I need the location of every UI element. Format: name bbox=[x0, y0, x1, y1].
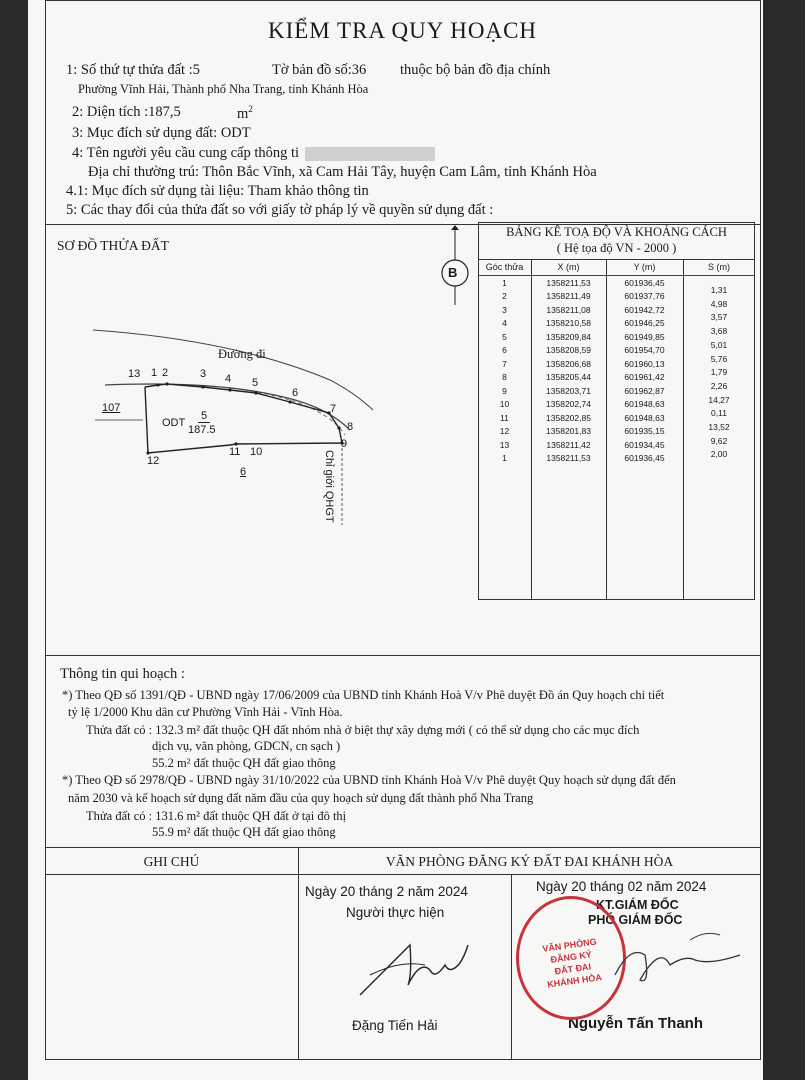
land-use-purpose: 3: Mục đích sử dụng đất: ODT bbox=[72, 125, 251, 141]
planning-text: Thửa đất có : 131.6 m² đất thuộc QH đất ở tại đô thị bbox=[86, 809, 347, 823]
table-header-row bbox=[478, 259, 755, 276]
left-role: Người thực hiện bbox=[346, 905, 445, 920]
table-cell: 601936,45 bbox=[624, 277, 665, 288]
parcel-number: 1: Số thứ tự thửa đất :5 bbox=[66, 62, 200, 78]
distance-value: 13,52 bbox=[708, 422, 730, 432]
vertex-label: 8 bbox=[347, 421, 354, 433]
distance-value: 3,57 bbox=[710, 312, 728, 323]
vertex-label: 2 bbox=[162, 367, 169, 379]
vertex-label: 10 bbox=[250, 446, 263, 458]
table-cell: 4 bbox=[502, 318, 507, 329]
vertex-label: 12 bbox=[147, 455, 160, 467]
vertex-label: 3 bbox=[200, 368, 207, 380]
cadastral-note: thuộc bộ bản đồ địa chính bbox=[400, 62, 551, 78]
document-purpose: 4.1: Mục đích sử dụng tài liệu: Tham khảo thông tin bbox=[66, 183, 369, 199]
table-cell: 1358202,74 bbox=[546, 399, 591, 410]
divider bbox=[298, 847, 299, 1060]
distance-value: 2,26 bbox=[710, 380, 728, 391]
table-cell: 1358202,85 bbox=[546, 412, 591, 423]
vertex-label: 7 bbox=[330, 403, 337, 415]
neighbor-6: 6 bbox=[240, 466, 247, 478]
distance-value: 2,00 bbox=[710, 449, 728, 460]
planning-text: dịch vụ, văn phòng, GDCN, cn sạch ) bbox=[152, 739, 341, 753]
table-cell: 1358205,44 bbox=[546, 372, 591, 383]
distance-value: 0,11 bbox=[711, 408, 727, 419]
table-cell: 7 bbox=[502, 358, 507, 369]
requester-name: 4: Tên người yêu cầu cung cấp thông ti bbox=[72, 145, 435, 162]
table-cell: 601961,42 bbox=[624, 372, 665, 383]
table-cell: 1358211,08 bbox=[546, 304, 591, 315]
vertex-label: 6 bbox=[292, 387, 299, 399]
table-cell: 1358209,84 bbox=[546, 331, 591, 342]
left-signer-name: Đặng Tiến Hải bbox=[352, 1018, 438, 1033]
right-signature-icon bbox=[600, 925, 750, 1000]
table-cell: 6 bbox=[502, 345, 507, 356]
parcel-diagram bbox=[45, 225, 475, 655]
distance-value: 5,01 bbox=[710, 339, 728, 350]
chigioi-label: Chỉ giới QHGT bbox=[323, 450, 335, 523]
redacted-name bbox=[305, 147, 435, 161]
table-cell: 601942,72 bbox=[624, 304, 665, 315]
table-cell: 1358211,53 bbox=[546, 277, 591, 288]
planning-heading: Thông tin qui hoạch : bbox=[60, 666, 185, 682]
neighbor-107: 107 bbox=[102, 402, 121, 414]
requester-address: Địa chỉ thường trú: Thôn Bắc Vĩnh, xã Cam Hải Tây, huyện Cam Lâm, tỉnh Khánh Hòa bbox=[88, 164, 597, 180]
area-line: 2: Diện tích :187,5 bbox=[72, 104, 181, 120]
table-cell: 601946,25 bbox=[624, 318, 665, 329]
distance-value: 1,79 bbox=[710, 367, 728, 378]
table-cell: 601949,85 bbox=[624, 331, 665, 342]
parcel-label: ODT bbox=[162, 417, 186, 429]
divider bbox=[511, 874, 512, 1060]
road-label: Đường đi bbox=[218, 347, 266, 361]
table-cell: 1 bbox=[502, 277, 507, 288]
table-cell: 3 bbox=[502, 304, 507, 315]
table-cell: 601948,63 bbox=[624, 399, 665, 410]
table-cell: 1358211,42 bbox=[546, 439, 591, 450]
table-cell: 8 bbox=[502, 372, 507, 383]
planning-text: 55.2 m² đất thuộc QH đất giao thông bbox=[152, 756, 336, 770]
table-cell: 11 bbox=[500, 412, 509, 423]
table-cell: 601962,87 bbox=[624, 385, 665, 396]
right-role-2: PHÓ GIÁM ĐỐC bbox=[588, 913, 683, 927]
seal-text: VĂN PHÒNG ĐĂNG KÝ ĐẤT ĐAI KHÁNH HÒA bbox=[541, 936, 603, 990]
map-sheet-number: Tờ bản đồ số:36 bbox=[272, 62, 367, 78]
distance-value: 4,98 bbox=[710, 298, 728, 309]
planning-text: *) Theo QĐ số 2978/QĐ - UBND ngày 31/10/2022 của UBND tỉnh Khánh Hoà V/v Phê duyệt Quy hoạch sử dụng đất đến bbox=[62, 773, 676, 787]
road-edge-lower bbox=[105, 384, 350, 430]
header-cell: Góc thửa bbox=[478, 259, 531, 276]
vertex-label: 1 bbox=[151, 367, 158, 379]
north-label: B bbox=[448, 265, 458, 280]
ward-address: Phường Vĩnh Hải, Thành phố Nha Trang, tỉnh Khánh Hòa bbox=[78, 82, 369, 96]
vertex-label: 5 bbox=[252, 377, 259, 389]
distance-value: 3,68 bbox=[710, 326, 728, 337]
left-date: Ngày 20 tháng 2 năm 2024 bbox=[305, 884, 468, 899]
office-heading: VĂN PHÒNG ĐĂNG KÝ ĐẤT ĐAI KHÁNH HÒA bbox=[385, 854, 674, 869]
planning-text: tỷ lệ 1/2000 Khu dân cư Phường Vĩnh Hải - Vĩnh Hòa. bbox=[68, 705, 343, 719]
table-cell: 601954,70 bbox=[624, 345, 665, 356]
table-cell: 13 bbox=[499, 439, 510, 450]
header-cell: Y (m) bbox=[606, 259, 683, 276]
table-subtitle: ( Hệ tọa độ VN - 2000 ) bbox=[556, 241, 677, 255]
right-date: Ngày 20 tháng 02 năm 2024 bbox=[536, 879, 707, 894]
table-cell: 1358210,58 bbox=[546, 318, 591, 329]
vertex-label: 9 bbox=[341, 438, 348, 450]
distance-value: 14,27 bbox=[708, 394, 730, 405]
table-cell: 9 bbox=[502, 385, 507, 396]
diagram-title: SƠ ĐỒ THỬA ĐẤT bbox=[57, 238, 169, 253]
parcel-number-label: 5 bbox=[198, 410, 210, 423]
table-cell: 601935,15 bbox=[624, 426, 665, 437]
table-cell: 601937,76 bbox=[624, 291, 665, 302]
divider bbox=[45, 847, 761, 848]
right-role-1: KT.GIÁM ĐỐC bbox=[596, 898, 679, 912]
vertex-label: 4 bbox=[225, 373, 232, 385]
planning-text: Thửa đất có : 132.3 m² đất thuộc QH đất nhóm nhà ở biệt thự xây dựng mới ( có thể sử dụng cho các mục đích bbox=[86, 723, 640, 737]
right-signer-name: Nguyễn Tấn Thanh bbox=[568, 1015, 703, 1032]
table-cell: 12 bbox=[499, 426, 510, 437]
header-cell: X (m) bbox=[531, 259, 606, 276]
table-title: BẢNG KÊ TOẠ ĐỘ VÀ KHOẢNG CÁCH bbox=[506, 225, 727, 239]
table-cell: 601934,45 bbox=[624, 439, 665, 450]
left-signature-icon bbox=[350, 925, 490, 1005]
table-cell: 5 bbox=[502, 331, 507, 342]
table-cell: 1358203,71 bbox=[546, 385, 591, 396]
header-cell: S (m) bbox=[683, 259, 755, 276]
table-cell: 601948,63 bbox=[624, 412, 665, 423]
planning-text: năm 2030 và kế hoạch sử dụng đất năm đầu của quy hoạch sử dụng đất thành phố Nha Trang bbox=[68, 791, 534, 805]
distance-value: 1,31 bbox=[710, 285, 728, 295]
planning-text: *) Theo QĐ số 1391/QĐ - UBND ngày 17/06/2009 của UBND tỉnh Khánh Hoà V/v Phê duyệt Đồ án Quy hoạch chi tiết bbox=[62, 688, 665, 702]
table-cell: 601960,13 bbox=[624, 358, 665, 369]
table-cell: 10 bbox=[499, 399, 510, 410]
planning-text: 55.9 m² đất thuộc QH đất giao thông bbox=[152, 825, 336, 839]
table-cell: 1 bbox=[502, 453, 507, 464]
divider bbox=[45, 655, 761, 656]
north-arrow-head bbox=[451, 225, 459, 230]
parcel-area-label: 187.5 bbox=[188, 424, 216, 436]
vertex-label: 11 bbox=[229, 446, 241, 458]
table-cell: 1358211,49 bbox=[546, 291, 591, 302]
table-cell: 1358201,83 bbox=[546, 426, 591, 437]
area-unit: $m^2$ bbox=[237, 104, 253, 122]
page-title: KIỂM TRA QUY HOẠCH bbox=[267, 18, 538, 43]
vertex-label: 13 bbox=[128, 368, 141, 380]
legal-changes: 5: Các thay đổi của thửa đất so với giấy tờ pháp lý về quyền sử dụng đất : bbox=[66, 202, 494, 218]
divider bbox=[45, 874, 761, 875]
distance-value: 5,76 bbox=[710, 353, 728, 364]
table-cell: 601936,45 bbox=[624, 453, 665, 464]
table-cell: 2 bbox=[502, 291, 507, 302]
distance-value: 9,62 bbox=[710, 435, 728, 446]
notes-heading: GHI CHÚ bbox=[143, 854, 200, 869]
table-cell: 1358208,59 bbox=[546, 345, 591, 356]
table-cell: 1358211,53 bbox=[546, 453, 591, 464]
table-cell: 1358206,68 bbox=[546, 358, 591, 369]
